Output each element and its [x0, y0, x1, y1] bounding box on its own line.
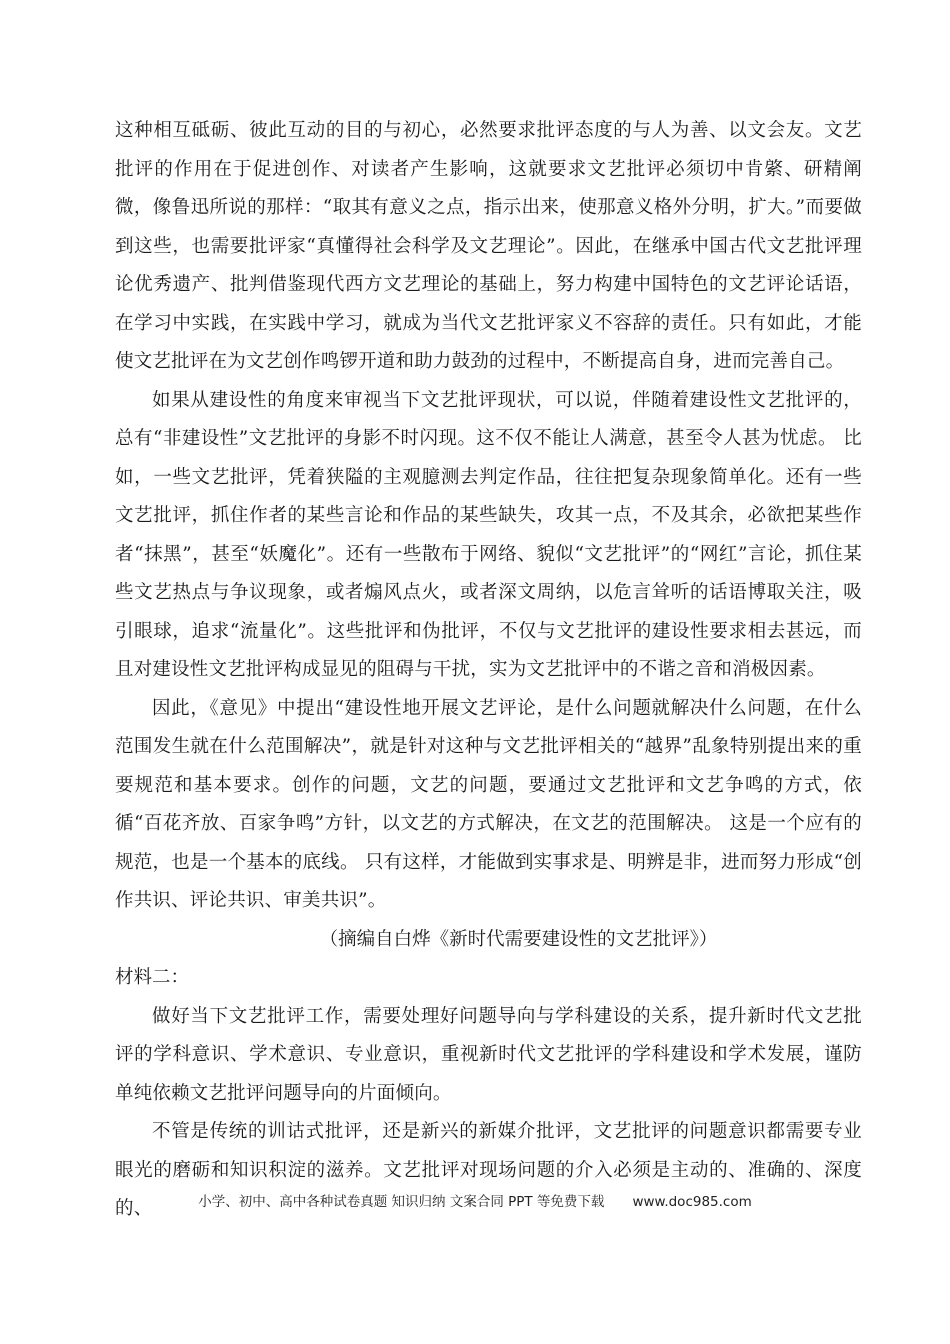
material-2-heading: 材料二： [115, 967, 190, 988]
source-citation: （摘编自白烨《新时代需要建设性的文艺批评》） [319, 928, 718, 950]
paragraph-1: 这种相互砥砺、彼此互动的目的与初心，必然要求批评态度的与人为善、以文会友。文艺批评的作用在于促进创作、对读者产生影响，这就要求文艺批评必须切中肯綮、研精阐微，像鲁迅所说的那样：“取其有意义之点，指示出来，使那意义格外分明，扩大。”而要做到这些，也需要批评家“真懂得社会科学及文艺理论”。因此，在继承中国古代文艺批评理论优秀遗产、批判借鉴现代西方文艺理论的基础上，努力构建中国特色的文艺评论话语，在学习中实践，在实践中学习，就成为当代文艺批评家义不容辞的责任。只有如此，才能使文艺批评在为文艺创作鸣锣开道和助力鼓劲的过程中，不断提高自身，进而完善自己。 [115, 120, 862, 372]
paragraph-2: 如果从建设性的角度来审视当下文艺批评现状，可以说，伴随着建设性文艺批评的，总有“非建设性”文艺批评的身影不时闪现。这不仅不能让人满意，甚至令人甚为忧虑。 比如，一些文艺批评，凭着狭隘的主观臆测去判定作品，往往把复杂现象简单化。还有一些文艺批评，抓住作者的某些言论和作品的某些缺失，攻其一点，不及其余，必欲把某些作者“抹黑”，甚至“妖魔化”。还有一些散布于网络、貌似“文艺批评”的“网红”言论，抓住某些文艺热点与争议现象，或者煽风点火，或者深文周纳，以危言耸听的话语博取关注，吸引眼球，追求“流量化”。这些批评和伪批评，不仅与文艺批评的建设性要求相去甚远，而且对建设性文艺批评构成显见的阻碍与干扰，实为文艺批评中的不谐之音和消极因素。 [115, 389, 862, 680]
footer-text: 小学、初中、高中各种试卷真题 知识归纳 文案合同 PPT 等免费下载 [198, 1194, 605, 1210]
footer-site-link[interactable]: www.doc985.com [632, 1194, 752, 1210]
page-footer [0, 1190, 950, 1210]
material-2-paragraph-2: 不管是传统的训诂式批评，还是新兴的新媒介批评，文艺批评的问题意识都需要专业眼光的磨砺和知识积淀的滋养。文艺批评对现场问题的介入必须是主动的、准确的、深度的、 [115, 1121, 862, 1219]
material-2-paragraph-1: 做好当下文艺批评工作，需要处理好问题导向与学科建设的关系，提升新时代文艺批评的学科意识、学术意识、专业意识，重视新时代文艺批评的学科建设和学术发展，谨防单纯依赖文艺批评问题导向的片面倾向。 [115, 1005, 862, 1104]
document-body [115, 112, 862, 1229]
paragraph-3: 因此，《意见》中提出“建设性地开展文艺评论，是什么问题就解决什么问题，在什么范围发生就在什么范围解决”，就是针对这种与文艺批评相关的“越界”乱象特别提出来的重要规范和基本要求。创作的问题，文艺的问题，要通过文艺批评和文艺争鸣的方式，依循“百花齐放、百家争鸣”方针，以文艺的方式解决，在文艺的范围解决。 这是一个应有的规范，也是一个基本的底线。 只有这样，才能做到实事求是、明辨是非，进而努力形成“创作共识、评论共识、审美共识”。 [115, 697, 862, 911]
